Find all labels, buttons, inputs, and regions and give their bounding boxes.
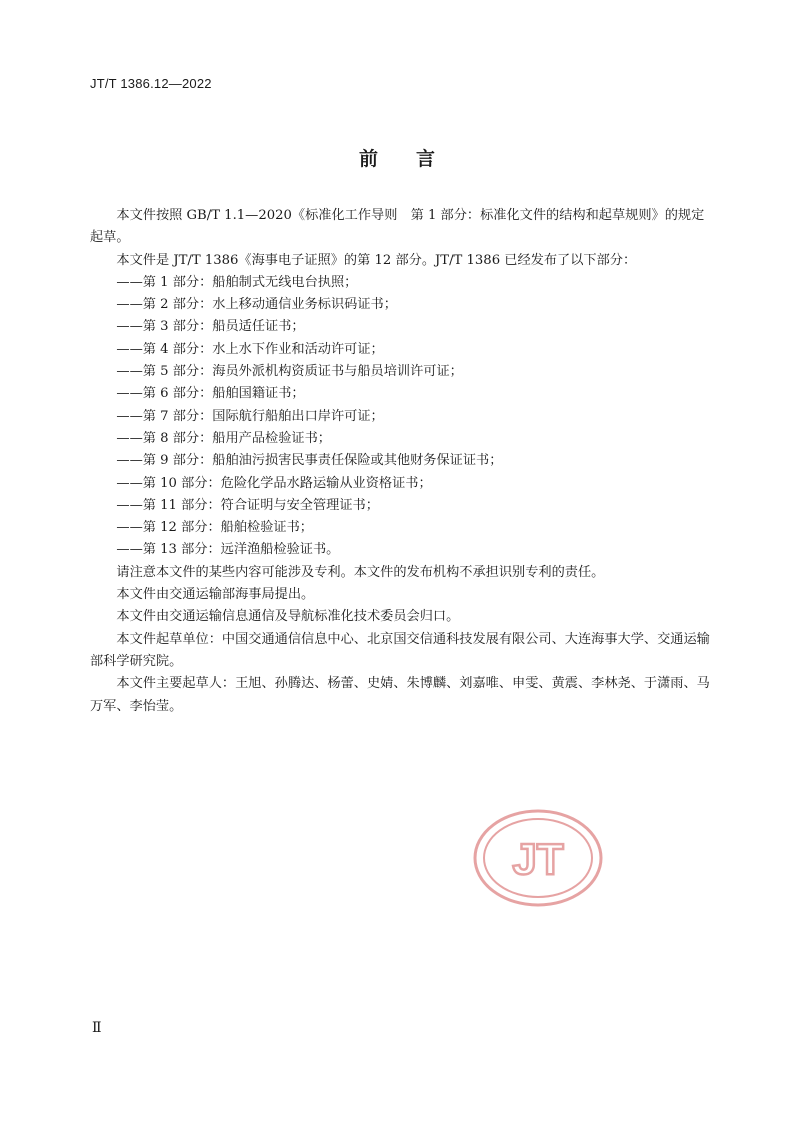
paragraph-administrator: 本文件由交通运输信息通信及导航标准化技术委员会归口。	[116, 609, 460, 625]
paragraph-drafting-units: 本文件起草单位：中国交通通信信息中心、北京国交信通科技发展有限公司、大连海事大学、交通运输部科学研究院。	[90, 631, 710, 669]
part-list-item: ——第 7 部分：国际航行船舶出口岸许可证；	[116, 408, 384, 424]
seal-lettering: JT	[512, 835, 564, 884]
part-list-item: ——第 4 部分：水上水下作业和活动许可证；	[116, 341, 384, 357]
jt-seal-watermark	[472, 808, 604, 908]
page-title: 前言	[358, 148, 473, 170]
part-list-item: ——第 6 部分：船舶国籍证书；	[116, 386, 305, 402]
paragraph-drafters: 本文件主要起草人：王旭、孙腾达、杨蕾、史婧、朱博麟、刘嘉唯、申雯、黄震、李林尧、于潇雨、马万军、李怡莹。	[90, 676, 710, 714]
paragraph-proposer: 本文件由交通运输部海事局提出。	[116, 587, 315, 603]
standard-code: JT/T 1386.12—2022	[90, 76, 212, 91]
part-list-item: ——第 11 部分：符合证明与安全管理证书；	[116, 497, 379, 513]
part-list-item: ——第 12 部分：船舶检验证书；	[116, 520, 313, 536]
part-list-item: ——第 13 部分：远洋渔船检验证书。	[116, 542, 340, 558]
part-list-item: ——第 8 部分：船用产品检验证书；	[116, 430, 331, 446]
part-list-item: ——第 1 部分：船舶制式无线电台执照；	[116, 274, 358, 290]
part-list-item: ——第 5 部分：海员外派机构资质证书与船员培训许可证；	[116, 364, 463, 380]
part-list-item: ——第 3 部分：船员适任证书；	[116, 319, 305, 335]
foreword-body	[90, 205, 710, 718]
page-number: Ⅱ	[92, 1020, 102, 1036]
paragraph-patent-notice: 请注意本文件的某些内容可能涉及专利。本文件的发布机构不承担识别专利的责任。	[116, 564, 605, 580]
paragraph-drafting-rule: 本文件按照 GB/T 1.1—2020《标准化工作导则 第 1 部分：标准化文件的结构和起草规则》的规定起草。	[90, 208, 705, 246]
paragraph-series-intro: 本文件是 JT/T 1386《海事电子证照》的第 12 部分。JT/T 1386 已经发布了以下部分：	[116, 252, 637, 268]
part-list-item: ——第 10 部分：危险化学品水路运输从业资格证书；	[116, 475, 432, 491]
part-list-item: ——第 2 部分：水上移动通信业务标识码证书；	[116, 297, 397, 313]
part-list-item: ——第 9 部分：船舶油污损害民事责任保险或其他财务保证证书；	[116, 453, 503, 469]
